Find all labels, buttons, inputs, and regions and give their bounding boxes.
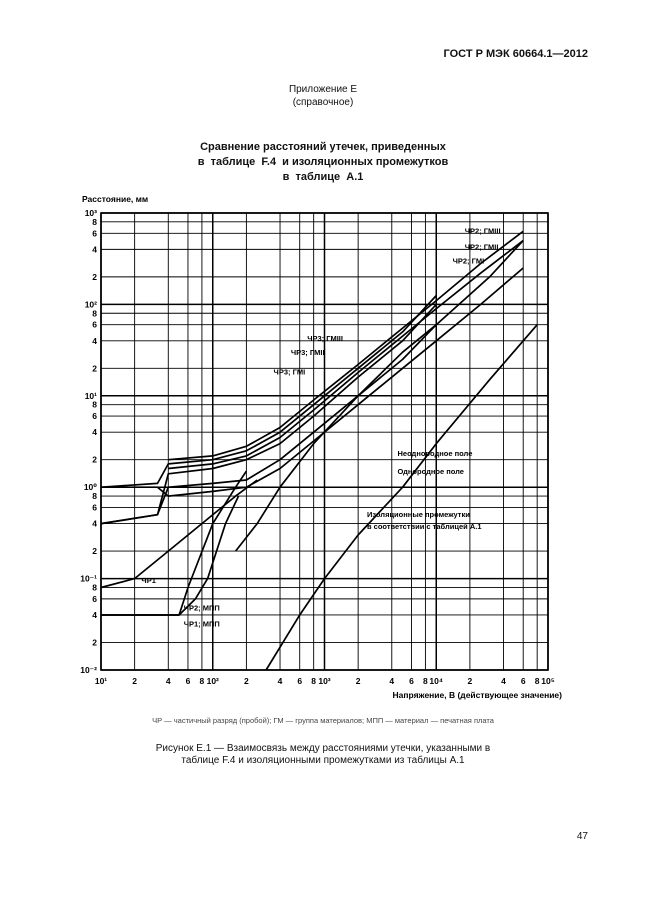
x-tick-label: 10²: [206, 676, 219, 686]
series-line-2: [101, 471, 246, 615]
chart-annotation: ЧР1: [141, 575, 156, 585]
x-tick-label: 8: [534, 676, 540, 686]
x-tick-label: 10³: [318, 676, 331, 686]
x-tick-label: 8: [423, 676, 428, 686]
y-axis-label: Расстояние, мм: [82, 194, 149, 204]
figure-title-line-2: в таблице F.4 и изоляционных промежутков: [197, 156, 449, 168]
x-tick-label: 10⁵: [541, 676, 555, 686]
x-tick-label: 2: [355, 676, 361, 686]
y-tick-label: 10¹: [84, 390, 97, 401]
y-tick-label: 10⁰: [83, 482, 97, 493]
figure-caption-line-2: таблице F.4 и изоляционными промежутками из таблицы А.1: [181, 755, 465, 766]
y-tick-label: 2: [92, 363, 97, 374]
chart-annotation: ЧР2; ГМI: [452, 256, 485, 266]
chart-annotation: в соответствии с таблицей А.1: [366, 521, 482, 531]
x-tick-label: 10¹: [94, 676, 108, 686]
chart-annotation: ЧР3; ГМII: [290, 347, 325, 357]
y-tick-label: 2: [92, 271, 97, 282]
x-axis-label: Напряжение, В (действующее значение): [392, 690, 562, 700]
chart-annotation: ЧР1; МПП: [183, 619, 220, 629]
chart-annotation: Неоднородное поле: [397, 448, 473, 458]
y-tick-label: 6: [92, 228, 97, 239]
y-tick-label: 8: [92, 308, 97, 319]
y-tick-label: 10²: [84, 299, 97, 310]
series-line-7: [101, 268, 523, 496]
y-tick-label: 2: [92, 546, 97, 557]
page-number: 47: [576, 831, 588, 842]
x-tick-label: 8: [199, 676, 205, 686]
y-tick-label: 4: [92, 335, 97, 346]
y-tick-label: 10⁻²: [80, 665, 97, 675]
x-tick-label: 4: [165, 676, 171, 686]
x-tick-label: 6: [185, 676, 191, 686]
standard-number: ГОСТ Р МЭК 60664.1—2012: [443, 48, 588, 60]
series-line-5: [101, 304, 436, 523]
chart-annotation: ЧР2; ГМIII: [464, 226, 501, 236]
abbreviations-note: ЧР — частичный разряд (пробой); ГМ — группа материалов; МПП — материал — печатная плата: [152, 716, 494, 725]
y-tick-label: 8: [92, 491, 97, 502]
y-tick-label: 2: [92, 454, 97, 465]
y-tick-label: 8: [92, 582, 97, 593]
x-tick-label: 6: [520, 676, 526, 686]
y-tick-label: 6: [92, 319, 97, 330]
chart-annotation: Изоляционные промежутки: [366, 510, 470, 520]
x-tick-label: 4: [501, 676, 506, 686]
series-line-11: [266, 325, 537, 670]
y-tick-label: 6: [92, 593, 97, 604]
grid-lines: [101, 213, 548, 670]
y-tick-label: 6: [92, 411, 97, 422]
figure-caption-line-1: Рисунок Е.1 — Взаимосвязь между расстояниями утечки, указанными в: [155, 743, 491, 754]
x-tick-label: 6: [409, 676, 414, 686]
y-tick-label: 4: [92, 427, 97, 438]
chart-annotation: ЧР3; ГМIII: [307, 333, 343, 343]
x-tick-label: 10⁴: [429, 676, 444, 686]
x-tick-label: 8: [311, 676, 317, 686]
chart-annotation: ЧР2; МПП: [183, 603, 220, 613]
chart-annotation: ЧР3; ГМI: [273, 367, 306, 377]
y-tick-label: 4: [92, 609, 97, 620]
x-tick-label: 6: [297, 676, 303, 686]
y-tick-label: 6: [92, 502, 97, 513]
y-tick-label: 4: [92, 244, 97, 255]
chart-annotation: ЧР2; ГМII: [464, 242, 499, 252]
x-tick-label: 4: [277, 676, 283, 686]
annex-subtitle: (справочное): [292, 97, 354, 108]
x-tick-label: 2: [132, 676, 138, 686]
y-tick-label: 2: [92, 637, 97, 648]
y-tick-label: 8: [92, 216, 97, 227]
y-tick-label: 10⁻¹: [80, 573, 97, 584]
figure-title-line-3: в таблице А.1: [282, 171, 364, 183]
figure-caption: [0, 743, 646, 767]
x-tick-label: 2: [244, 676, 249, 686]
x-tick-label: 2: [467, 676, 473, 686]
chart-annotation: Однородное поле: [397, 466, 464, 476]
annex-title: Приложение Е: [288, 84, 358, 95]
figure-title-line-1: Сравнение расстояний утечек, приведенных: [200, 141, 446, 153]
y-tick-label: 4: [92, 518, 97, 529]
x-tick-label: 4: [389, 676, 395, 686]
y-tick-label: 8: [92, 399, 97, 410]
y-tick-label: 10³: [84, 208, 97, 218]
